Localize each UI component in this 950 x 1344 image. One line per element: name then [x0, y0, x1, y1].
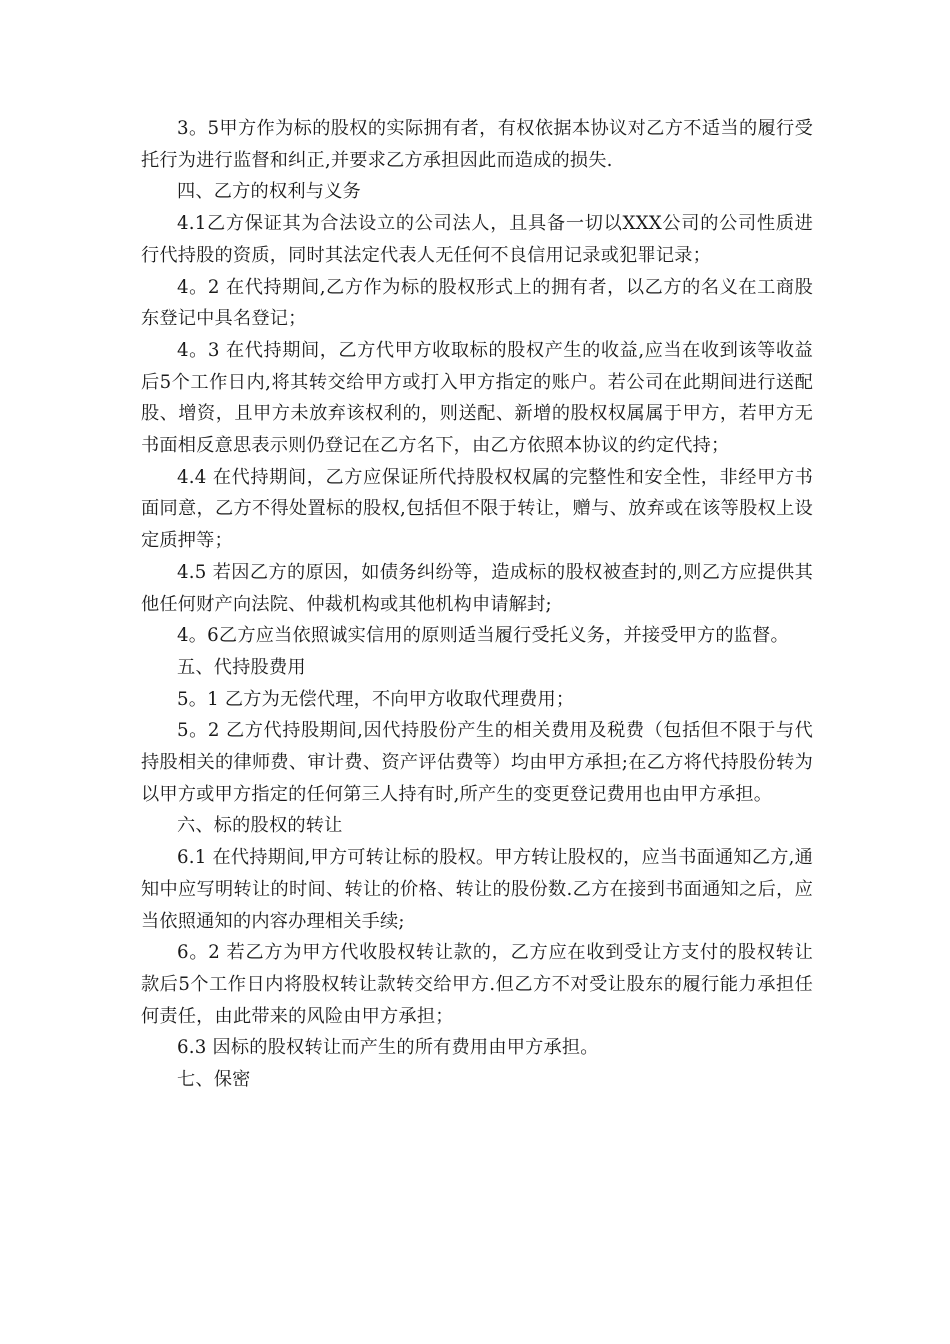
section-heading-6: 六、标的股权的转让 [177, 815, 343, 837]
paragraph-4-3: 4。3 在代持期间，乙方代甲方收取标的股权产生的收益,应当在收到该等收益后5个工作日内,将其转交给甲方或打入甲方指定的账户。若公司在此期间进行送配股、增资，且甲方未放弃该权利的，则送配、新增的股权权属属于甲方，若甲方无书面相反意思表示则仍登记在乙方名下，由乙方依照本协议的约定代持； [141, 339, 813, 457]
paragraph-6-1: 6.1 在代持期间,甲方可转让标的股权。甲方转让股权的，应当书面通知乙方,通知中应写明转让的时间、转让的价格、转让的股份数.乙方在接到书面通知之后，应当依照通知的内容办理相关手续; [141, 847, 813, 932]
paragraph-5-2: 5。2 乙方代持股期间,因代持股份产生的相关费用及税费（包括但不限于与代持股相关的律师费、审计费、资产评估费等）均由甲方承担;在乙方将代持股份转为以甲方或甲方指定的任何第三人持有时,所产生的变更登记费用也由甲方承担。 [141, 720, 813, 805]
document-body [141, 113, 813, 1096]
section-heading-5: 五、代持股费用 [177, 656, 306, 678]
paragraph-6-3: 6.3 因标的股权转让而产生的所有费用由甲方承担。 [177, 1037, 599, 1059]
paragraph-6-2: 6。2 若乙方为甲方代收股权转让款的，乙方应在收到受让方支付的股权转让款后5个工作日内将股权转让款转交给甲方.但乙方不对受让股东的履行能力承担任何责任，由此带来的风险由甲方承担； [141, 942, 813, 1027]
paragraph-4-4: 4.4 在代持期间，乙方应保证所代持股权权属的完整性和安全性，非经甲方书面同意，乙方不得处置标的股权,包括但不限于转让，赠与、放弃或在该等股权上设定质押等； [141, 466, 813, 552]
paragraph-4-5: 4.5 若因乙方的原因，如债务纠纷等，造成标的股权被查封的,则乙方应提供其他任何财产向法院、仲裁机构或其他机构申请解封; [141, 561, 813, 615]
paragraph-5-1: 5。1 乙方为无偿代理，不向甲方收取代理费用； [177, 688, 575, 710]
paragraph-4-2: 4。2 在代持期间,乙方作为标的股权形式上的拥有者，以乙方的名义在工商股东登记中具名登记； [141, 276, 813, 330]
section-heading-4: 四、乙方的权利与义务 [177, 181, 361, 203]
section-heading-7: 七、保密 [177, 1069, 251, 1091]
paragraph-4-1: 4.1乙方保证其为合法设立的公司法人，且具备一切以XXX公司的公司性质进行代持股的资质，同时其法定代表人无任何不良信用记录或犯罪记录； [141, 213, 813, 266]
paragraph-4-6: 4。6乙方应当依照诚实信用的原则适当履行受托义务，并接受甲方的监督。 [177, 625, 789, 647]
paragraph-3-5: 3。5甲方作为标的股权的实际拥有者，有权依据本协议对乙方不适当的履行受托行为进行监督和纠正,并要求乙方承担因此而造成的损失. [141, 118, 813, 171]
